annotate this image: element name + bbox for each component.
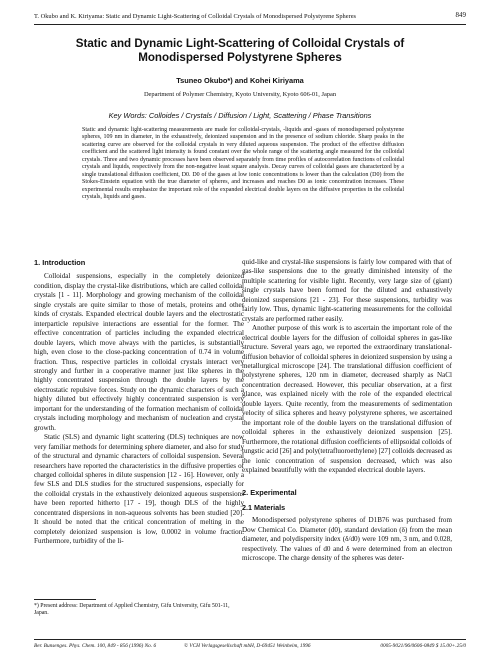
intro-paragraph-4: Another purpose of this work is to ascertain the important role of the electrical double layers for the diffusion of colloidal spheres in gas-like structure. Several years ago, we reported the extraordinary translational-diffusion behavior of colloidal spheres in deionized suspension by using a metallurgical microscope [24]. The translational diffusion coefficient of polystyrene spheres, 120 nm in diameter, decreased sharply as NaCl concentration decreased. However, this peculiar observation, at a first glance, was explained nicely with the role of the expanded electrical double layers. Quite recently, from the measurements of sedimentation velocity of silica spheres and heavy polystyrene spheres, we ascertained the important role of the double layers on the translational diffusion of colloidal spheres in the exhaustively deionized suspension [25]. Furthermore, the rotational diffusion coefficients of ellipsoidal colloids of tungstic acid [26] and poly(tetrafluoroethylene) [27] colloids decreased as the ionic concentration of suspension decreased, which was also explained beautifully with the expanded electrical double layers. [242,324,452,474]
article-keywords: Key Words: Colloides / Crystals / Diffusion / Light, Scattering / Phase Transitions [108,111,372,120]
article-authors: Tsuneo Okubo*) and Kohei Kiriyama [176,76,304,85]
running-head [34,11,466,25]
intro-paragraph-1: Colloidal suspensions, especially in the completely deionized condition, display the crystal-like distributions, which are called colloidal crystals [1 - 11]. Morphology and growing mechanism of the colloidal single crystals are quite similar to those of metals, proteins and other kinds of crystals. Expanded electrical double layers and the electrostatic interparticle repulsive interactions are essential for the former. The effective concentration of particles including the expanded electrical double layers, which move always with the particles, is substantially high, even close to the close-packing concentration of 0.74 in volume fraction. Thus, respective particles in colloidal crystals interact very strongly and further in a cooperative manner just like spheres in the highly concentrated suspension through the double layers by the electrostatic repulsive forces. Study on the dynamic characters of such a highly diluted but effectively highly concentrated suspension is very important for the understanding of the formation mechanism of colloidal crystals including morphology and mechanism of nucleation and crystal growth. [34,272,244,432]
footer-publisher: © VCH Verlagsgesellschaft mbH, D-69451 Weinheim, 1996 [184,643,311,649]
footnote: *) Present address: Department of Applied Chemistry, Gifu University, Gifu 501-11, Japan. [34,603,230,617]
right-column [242,258,452,564]
abstract [82,127,404,202]
page-footer [34,639,466,652]
abstract-text: Static and dynamic light-scattering measurements are made for colloidal-crystals, -liquids and -gases of monodispersed polystyrene spheres, 109 nm in diameter, in the exhaustively, deionized suspension and in the presence of sodium chloride. Sharp peaks in the scattering curve are observed for the colloidal crystals in very diluted aqueous suspension. The product of the effective diffusion coefficient and the scattered light intensity is found constant over the whole range of the scattering angle measured for the colloidal crystals. Three and two dynamic processes have been observed separately from time profiles of autocorrelation functions of colloidal crystals and liquids, respectively from the non-negative least square analysis. Decay curves of colloidal gases are characterized by a single translational diffusion coefficient, D0. D0 of the gases at low ionic concentrations is lower than the calculation (D0) from the Stokes-Einstein equation with the true diameter of spheres, and increases and reaches D0 as ionic concentration increases. These experimental results emphasize the important role of the expanded electrical double layers on the diffusive properties in the colloidal crystals, liquids and gases. [82,127,404,201]
footnote-rule [34,599,96,600]
running-head-title: T. Okubo and K. Kiriyama: Static and Dynamic Light-Scattering of Colloidal Crystals of Monodispersed Polystyrene Spheres [34,13,357,20]
subsection-heading-materials: 2.1 Materials [242,502,286,512]
section-heading-experimental: 2. Experimental [242,488,297,498]
footer-code: 0005-9021/96/0606-0849 $ 15.00+.25/0 [380,643,466,649]
section-heading-introduction: 1. Introduction [34,258,86,267]
left-column [34,258,244,547]
materials-paragraph: Monodispersed polystyrene spheres of D1B76 was purchased from Dow Chemical Co. Diameter (d0), standard deviation (δ) from the mean diameter, and polydispersity index (δ/d0) were 109 nm, 3 nm, and 0.028, respectively. The values of d0 and δ were determined from an electron microscope. The charge density of the spheres was deter- [242,516,452,563]
article-affiliation: Department of Polymer Chemistry, Kyoto University, Kyoto 606-01, Japan [143,91,337,98]
intro-paragraph-3: quid-like and crystal-like suspensions is fairly low compared with that of gas-like suspensions due to the greatly diminished intensity of the multiple scattering for visible light. Recently, very large size of (giant) single crystals have been formed for the diluted and exhaustively deionized suspensions [21 - 23]. For these suspensions, turbidity was fairly low. Thus, dynamic light-scattering measurements for the colloidal crystals are performed rather easily. [242,258,452,323]
page-number: 849 [455,11,466,19]
footer-journal: Ber. Bunsenges. Phys. Chem. 100, 849 - 856 (1996) No. 6 [34,643,157,649]
intro-paragraph-2: Static (SLS) and dynamic light scattering (DLS) techniques are now very familiar methods for determining sphere diameter, and also for study of the structural and dynamic characters of colloidal suspension. Several researchers have reported the characteristics in the diffusive properties of charged colloidal spheres in dilute suspension [12 - 16]. However, only a few SLS and DLS studies for the structured suspensions, especially for the colloidal crystals in the exhaustively deionized aqueous suspensions have been reported hitherto [17 - 19], though DLS of the highly concentrated dispersions in non-aqueous solvents has been studied [20]. It should be noted that the critical concentration of melting in the completely deionized suspension is low, 0.0002 in volume fraction. Furthermore, turbidity of the li- [34,433,244,546]
article-title: Static and Dynamic Light-Scattering of Colloidal Crystals of Monodispersed Polystyrene Spheres [75,37,405,64]
